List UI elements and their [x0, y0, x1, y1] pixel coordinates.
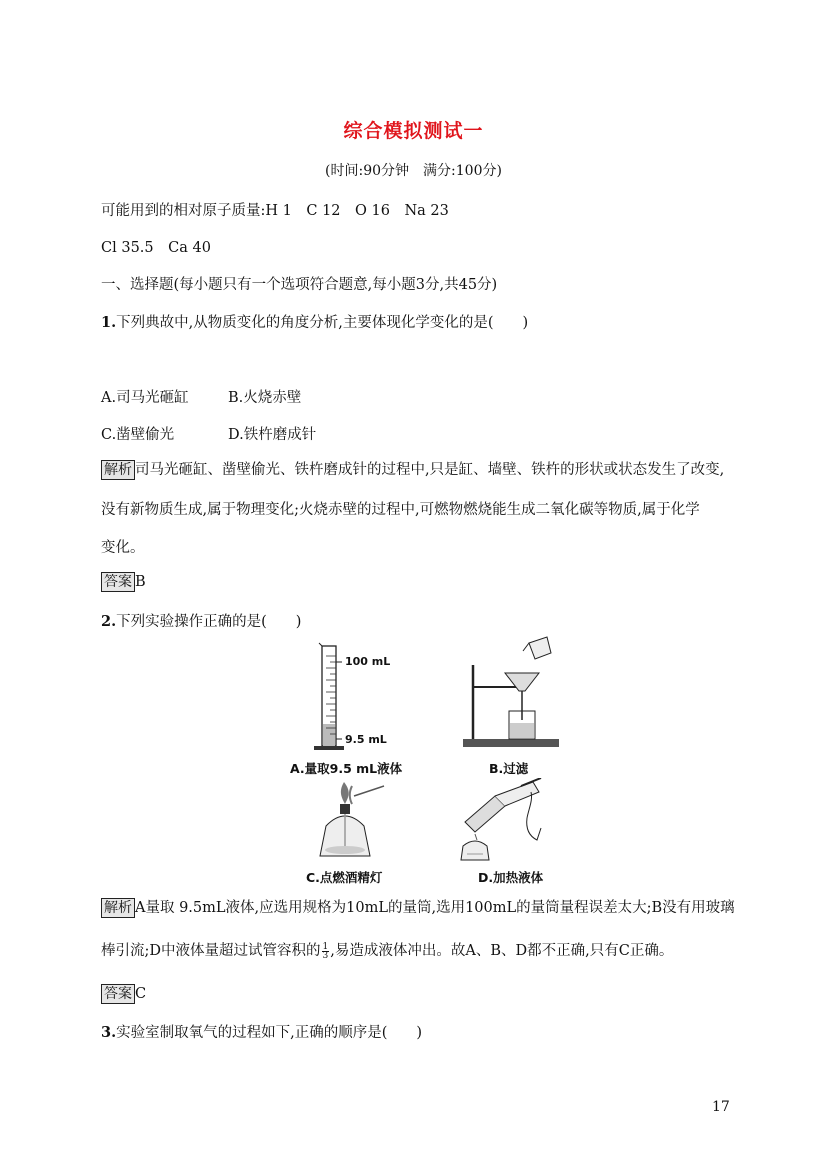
q2-analysis-line-1: [101, 896, 735, 918]
q2-answer: [101, 984, 146, 1004]
q1-option-d: D.铁杵磨成针: [228, 427, 317, 443]
question-1: [101, 311, 528, 332]
analysis-tag: 解析: [101, 460, 135, 480]
figure-a-caption: A.量取9.5 mL液体: [290, 761, 403, 776]
question-3-number: 3.: [101, 1024, 117, 1041]
q2-analysis-text-2a: 棒引流;D中液体量超过试管容积的: [101, 943, 321, 959]
alcohol-lamp-figure: [312, 778, 392, 864]
page-title: 综合模拟测试一: [343, 120, 484, 142]
question-2-stem: 下列实验操作正确的是( ): [116, 614, 302, 630]
filtration-figure: [455, 625, 565, 755]
question-1-number: 1.: [101, 314, 117, 331]
page-number: 17: [712, 1099, 730, 1115]
q1-answer-value: B: [135, 574, 146, 590]
question-3: [101, 1021, 422, 1042]
q2-analysis-text-2b: ,易造成液体冲出。故A、B、D都不正确,只有C正确。: [330, 943, 674, 959]
atomic-masses-line-1: 可能用到的相对原子质量:H 1 C 12 O 16 Na 23: [101, 203, 449, 219]
heating-liquid-figure: [455, 778, 565, 866]
analysis-tag: 解析: [101, 898, 135, 918]
question-2-number: 2.: [101, 613, 117, 630]
question-1-stem: 下列典故中,从物质变化的角度分析,主要体现化学变化的是( ): [116, 315, 529, 331]
figure-b-caption: B.过滤: [489, 761, 529, 776]
q1-option-c: C.凿壁偷光: [101, 427, 175, 443]
q1-analysis-line-1: [101, 458, 724, 480]
q2-analysis-line-2: [101, 939, 673, 960]
q2-answer-value: C: [135, 986, 147, 1002]
one-third-fraction: [322, 943, 330, 960]
q2-analysis-text-1: A量取 9.5mL液体,应选用规格为10mL的量筒,选用100mL的量筒量程误差太大;B没有用玻璃: [135, 900, 735, 916]
cylinder-top-label: 100 mL: [345, 655, 391, 668]
q1-answer: [101, 572, 146, 592]
answer-tag: 答案: [101, 984, 135, 1004]
question-3-stem: 实验室制取氧气的过程如下,正确的顺序是( ): [116, 1025, 423, 1041]
q1-option-b: B.火烧赤壁: [228, 390, 302, 406]
page-subtitle: (时间:90分钟 满分:100分): [325, 163, 502, 179]
q1-analysis-line-2: 没有新物质生成,属于物理变化;火烧赤壁的过程中,可燃物燃烧能生成二氧化碳等物质,属于化学: [101, 502, 700, 518]
answer-tag: 答案: [101, 572, 135, 592]
q1-analysis-line-3: 变化。: [101, 540, 145, 556]
fraction-denominator: 3: [322, 950, 329, 961]
figure-d-caption: D.加热液体: [478, 870, 544, 885]
atomic-masses-line-2: Cl 35.5 Ca 40: [101, 240, 211, 256]
q1-option-a: A.司马光砸缸: [101, 390, 189, 406]
section-heading: 一、选择题(每小题只有一个选项符合题意,每小题3分,共45分): [101, 277, 498, 293]
fraction-numerator: 1: [322, 941, 329, 952]
cylinder-bottom-label: 9.5 mL: [345, 733, 387, 746]
figure-c-caption: C.点燃酒精灯: [306, 870, 383, 885]
question-2: [101, 610, 301, 631]
q1-analysis-text-1: 司马光砸缸、凿壁偷光、铁杵磨成针的过程中,只是缸、墙壁、铁杵的形状或状态发生了改变,: [135, 462, 725, 478]
